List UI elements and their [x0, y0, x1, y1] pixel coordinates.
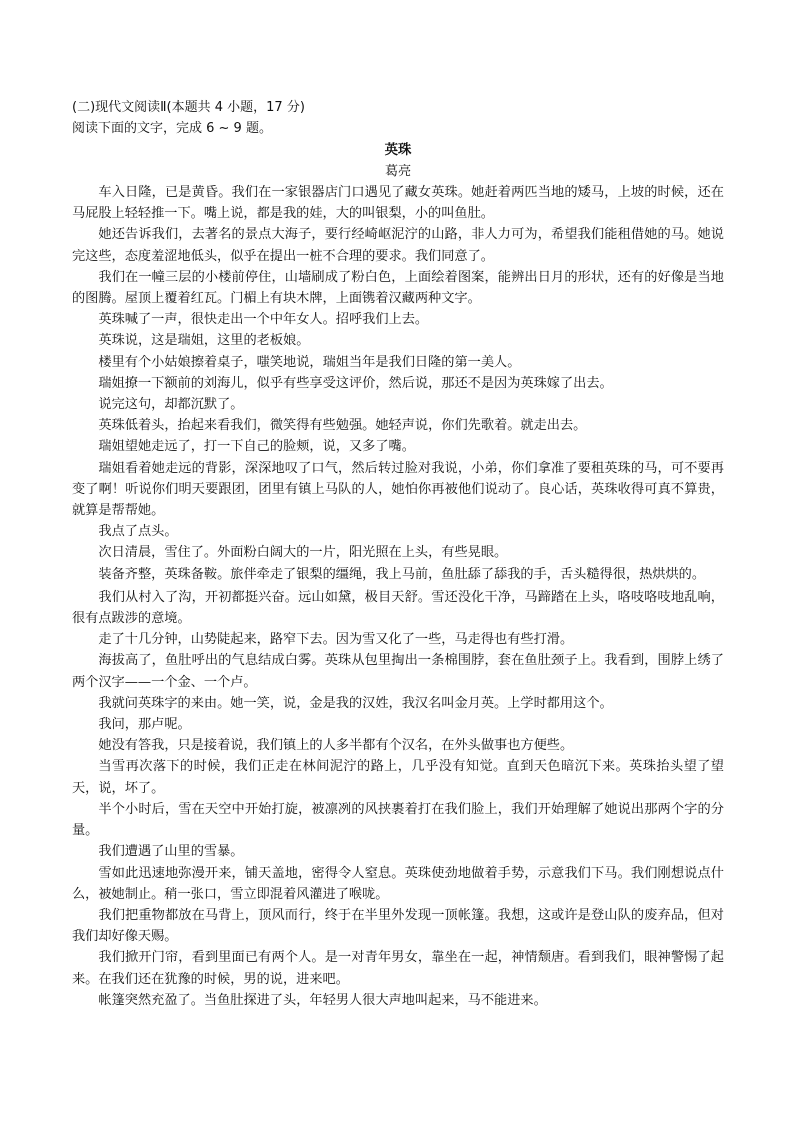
document-page [72, 97, 724, 1011]
paragraph: 瑞姐撩一下额前的刘海儿，似乎有些享受这评价，然后说，那还不是因为英珠嫁了出去。 [98, 375, 613, 391]
paragraph: 雪如此迅速地弥漫开来，铺天盖地，密得令人窒息。英珠使劲地做着手势，示意我们下马。我们刚想说点什么，被她制止。稍一张口，雪立即混着风灌进了喉咙。 [72, 865, 724, 902]
paragraph: 我们在一幢三层的小楼前停住，山墙刷成了粉白色，上面绘着图案，能辨出日月的形状，还有的好像是当地的图腾。屋顶上覆着红瓦。门楣上有块木牌，上面镌着汉藏两种文字。 [72, 269, 724, 307]
paragraph: 我就问英珠字的来由。她一笑，说，金是我的汉姓，我汉名叫金月英。上学时都用这个。 [98, 695, 613, 711]
paragraph: 楼里有个小姑娘擦着桌子，嗤笑地说，瑞姐当年是我们日隆的第一美人。 [98, 354, 521, 370]
paragraph: 我们从村入了沟，开初都挺兴奋。远山如黛，极目天舒。雪还没化干净，马蹄踏在上头，咯吱咯吱地乱响，很有点跋涉的意境。 [72, 589, 724, 627]
paragraph: 当雪再次落下的时候，我们正走在林间泥泞的路上，几乎没有知觉。直到天色暗沉下来。英珠抬头望了望天，说，坏了。 [72, 759, 724, 796]
paragraph: 她没有答我，只是接着说，我们镇上的人多半都有个汉名，在外头做事也方便些。 [98, 738, 574, 754]
paragraph: 海拔高了，鱼肚呼出的气息结成白雾。英珠从包里掏出一条棉围脖，套在鱼肚颈子上。我看到，围脖上绣了两个汉字——一个金、一个卢。 [72, 653, 724, 690]
paragraph: 瑞姐看着她走远的背影，深深地叹了口气，然后转过脸对我说，小弟，你们拿准了要租英珠的马，可不要再变了啊！听说你们明天要跟团，团里有镇上马队的人，她怕你再被他们说动了。良心话，英珠收得可真不算贵，就算是帮帮她。 [72, 460, 724, 519]
paragraph: 装备齐整，英珠备鞍。旅伴牵走了银梨的缰绳，我上马前，鱼肚舔了舔我的手，舌头糙得很，热烘烘的。 [98, 566, 706, 582]
paragraph: 说完这句，却都沉默了。 [98, 397, 244, 413]
paragraph: 英珠喊了一声，很快走出一个中年女人。招呼我们上去。 [98, 312, 429, 328]
paragraph: 我们掀开门帘，看到里面已有两个人。是一对青年男女，靠坐在一起，神情颓唐。看到我们，眼神警惕了起来。在我们还在犹豫的时候，男的说，进来吧。 [72, 950, 724, 987]
paragraph: 她还告诉我们，去著名的景点大海子，要行经崎岖泥泞的山路，非人力可为，希望我们能租借她的马。她说完这些，态度羞涩地低头，似乎在提出一桩不合理的要求。我们同意了。 [72, 227, 724, 264]
paragraph: 走了十几分钟，山势陡起来，路窄下去。因为雪又化了一些，马走得也有些打滑。 [98, 632, 574, 648]
reading-instruction: 阅读下面的文字，完成 6 ~ 9 题。 [72, 121, 272, 136]
paragraph: 我问，那卢呢。 [98, 717, 191, 733]
article-body [72, 182, 724, 1011]
paragraph: 我们遭遇了山里的雪暴。 [98, 844, 244, 860]
paragraph: 英珠说，这是瑞姐，这里的老板娘。 [98, 333, 310, 349]
paragraph: 我们把重物都放在马背上，顶风而行，终于在半里外发现一顶帐篷。我想，这或许是登山队的废弃品，但对我们却好像天赐。 [72, 907, 724, 945]
article-title: 英珠 [384, 142, 412, 158]
paragraph: 车入日隆，已是黄昏。我们在一家银器店门口遇见了藏女英珠。她赶着两匹当地的矮马，上坡的时候，还在马屁股上轻轻推一下。嘴上说，都是我的娃，大的叫银梨，小的叫鱼肚。 [72, 185, 724, 222]
paragraph: 瑞姐望她走远了，打一下自己的脸颊，说，又多了嘴。 [98, 439, 415, 455]
paragraph: 次日清晨，雪住了。外面粉白阔大的一片，阳光照在上头，有些晃眼。 [98, 545, 508, 561]
article-author: 葛亮 [384, 164, 412, 179]
paragraph: 英珠低着头，抬起来看我们，微笑得有些勉强。她轻声说，你们先歌着。就走出去。 [98, 418, 587, 434]
paragraph: 半个小时后，雪在天空中开始打旋，被凛冽的风挟裹着打在我们脸上，我们开始理解了她说出那两个字的分量。 [72, 801, 724, 839]
paragraph: 我点了点头。 [98, 524, 178, 540]
section-heading: (二)现代文阅读Ⅱ(本题共 4 小题，17 分) [72, 100, 305, 115]
paragraph: 帐篷突然充盈了。当鱼肚探进了头，年轻男人很大声地叫起来，马不能进来。 [98, 992, 547, 1008]
